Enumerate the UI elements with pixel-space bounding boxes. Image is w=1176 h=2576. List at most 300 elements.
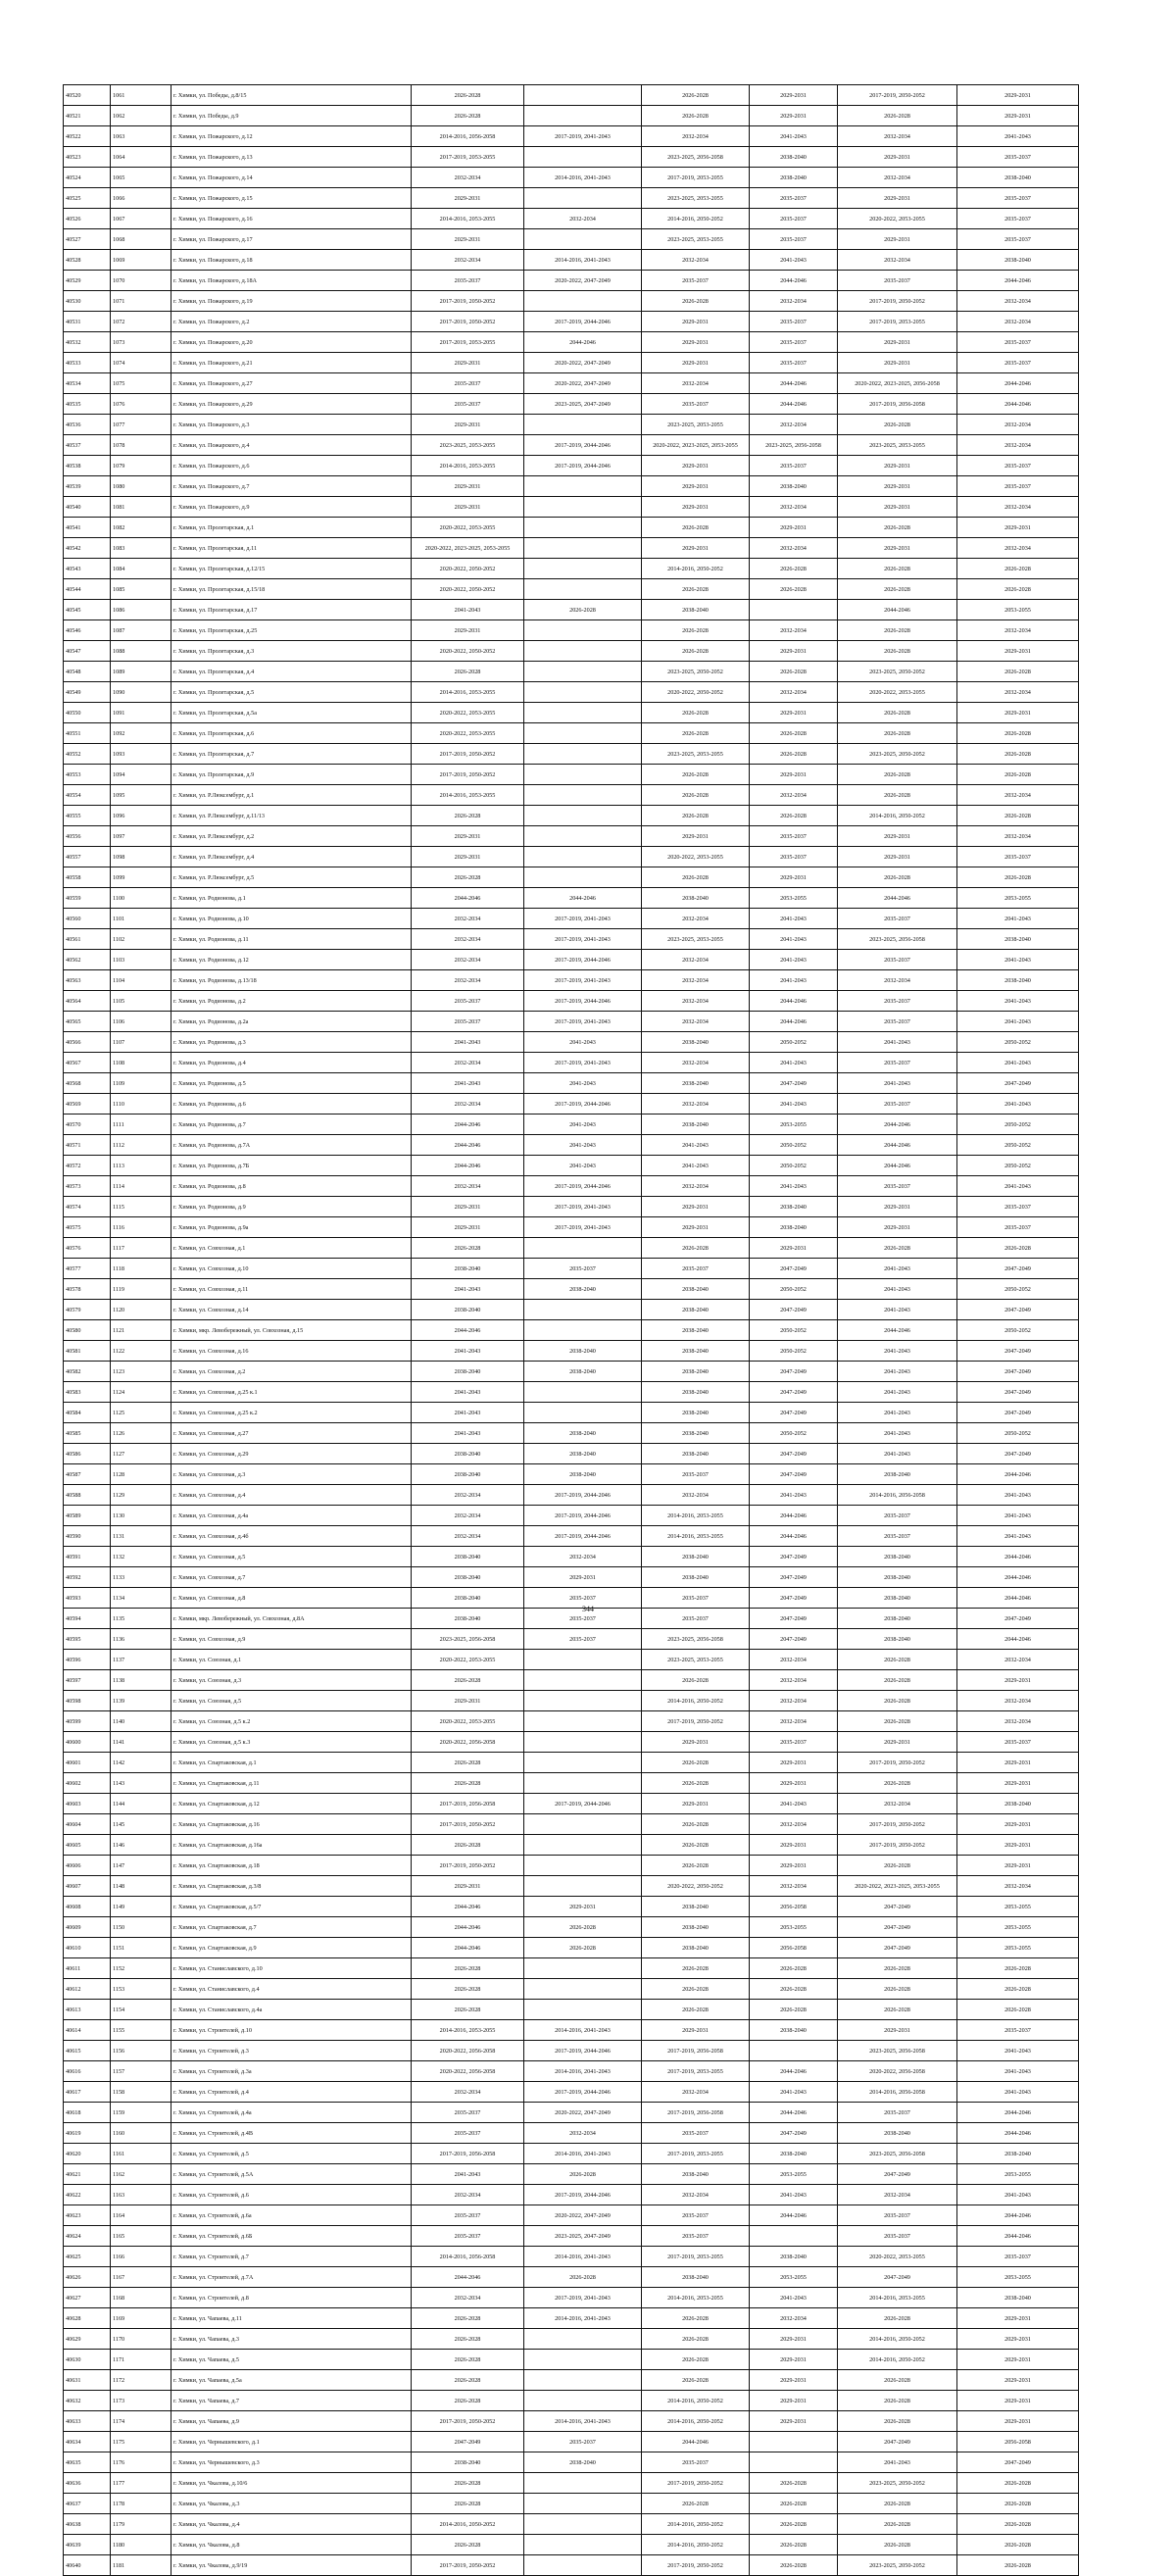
row-number-cell: 1158	[111, 2082, 172, 2103]
period-col-9-cell: 2038-2040	[957, 970, 1079, 991]
record-id-cell: 40551	[64, 723, 111, 744]
row-number-cell: 1071	[111, 291, 172, 312]
period-col-8-cell: 2014-2016, 2050-2052	[838, 806, 957, 826]
table-row	[64, 518, 1079, 538]
row-number-cell: 1069	[111, 250, 172, 271]
table-row	[64, 1506, 1079, 1526]
period-col-5-cell	[524, 2514, 642, 2535]
address-cell: г. Химки, ул. Родионова, д.1	[172, 888, 412, 909]
address-cell: г. Химки, ул. Чернышевского, д.1	[172, 2432, 412, 2452]
period-col-7-cell: 2032-2034	[750, 538, 838, 559]
period-col-6-cell: 2035-2037	[642, 1464, 750, 1485]
period-col-8-cell: 2032-2034	[838, 126, 957, 147]
address-cell: г. Химки, ул. Строителей, д.7	[172, 2247, 412, 2267]
table-row	[64, 538, 1079, 559]
period-col-7-cell: 2056-2058	[750, 1938, 838, 1958]
period-col-8-cell: 2029-2031	[838, 353, 957, 373]
period-col-4-cell: 2026-2028	[412, 867, 524, 888]
period-col-6-cell: 2026-2028	[642, 2329, 750, 2350]
address-cell: г. Химки, мкр. Левобережный, ул. Совхозная, д.15	[172, 1320, 412, 1341]
period-col-7-cell: 2032-2034	[750, 291, 838, 312]
period-col-8-cell: 2026-2028	[838, 1238, 957, 1259]
period-col-6-cell: 2014-2016, 2053-2055	[642, 1506, 750, 1526]
period-col-6-cell: 2020-2022, 2050-2052	[642, 1876, 750, 1897]
period-col-8-cell: 2017-2019, 2056-2058	[838, 394, 957, 415]
table-row	[64, 1773, 1079, 1794]
period-col-8-cell: 2035-2037	[838, 1506, 957, 1526]
period-col-6-cell: 2038-2040	[642, 1279, 750, 1300]
record-id-cell: 40533	[64, 353, 111, 373]
record-id-cell: 40629	[64, 2329, 111, 2350]
period-col-7-cell: 2044-2046	[750, 991, 838, 1012]
period-col-9-cell: 2035-2037	[957, 188, 1079, 209]
address-cell: г. Химки, ул. Строителей, д.6	[172, 2185, 412, 2205]
table-row	[64, 2432, 1079, 2452]
period-col-7-cell: 2053-2055	[750, 2267, 838, 2288]
period-col-8-cell: 2029-2031	[838, 229, 957, 250]
table-row	[64, 2185, 1079, 2205]
period-col-6-cell: 2017-2019, 2056-2058	[642, 2103, 750, 2123]
record-id-cell: 40634	[64, 2432, 111, 2452]
period-col-9-cell: 2032-2034	[957, 682, 1079, 703]
record-id-cell: 40607	[64, 1876, 111, 1897]
period-col-4-cell: 2032-2034	[412, 1176, 524, 1197]
period-col-8-cell: 2029-2031	[838, 2020, 957, 2041]
period-col-9-cell: 2032-2034	[957, 785, 1079, 806]
row-number-cell: 1106	[111, 1012, 172, 1032]
period-col-5-cell: 2017-2019, 2044-2046	[524, 1794, 642, 1814]
period-col-8-cell: 2035-2037	[838, 2226, 957, 2247]
period-col-4-cell: 2032-2034	[412, 250, 524, 271]
record-id-cell: 40555	[64, 806, 111, 826]
period-col-6-cell: 2038-2040	[642, 1300, 750, 1320]
period-col-9-cell: 2035-2037	[957, 147, 1079, 168]
row-number-cell: 1136	[111, 1629, 172, 1650]
period-col-6-cell: 2032-2034	[642, 909, 750, 929]
period-col-5-cell: 2026-2028	[524, 600, 642, 620]
period-col-7-cell	[750, 2452, 838, 2473]
address-cell: г. Химки, ул. Пролетарская, д.9	[172, 765, 412, 785]
period-col-7-cell: 2032-2034	[750, 1691, 838, 1711]
table-row	[64, 2411, 1079, 2432]
row-number-cell: 1076	[111, 394, 172, 415]
period-col-9-cell: 2038-2040	[957, 929, 1079, 950]
period-col-5-cell	[524, 1403, 642, 1423]
address-cell: г. Химки, ул. Спартаковская, д.12	[172, 1794, 412, 1814]
period-col-6-cell: 2038-2040	[642, 1547, 750, 1567]
address-cell: г. Химки, ул. Союзная, д.1	[172, 1650, 412, 1670]
row-number-cell: 1084	[111, 559, 172, 579]
row-number-cell: 1170	[111, 2329, 172, 2350]
period-col-8-cell: 2032-2034	[838, 1794, 957, 1814]
period-col-7-cell: 2044-2046	[750, 1506, 838, 1526]
period-col-9-cell: 2032-2034	[957, 1876, 1079, 1897]
address-cell: г. Химки, ул. Пролетарская, д.3	[172, 641, 412, 662]
period-col-9-cell: 2050-2052	[957, 1156, 1079, 1176]
address-cell: г. Химки, ул. Родионова, д.4	[172, 1053, 412, 1073]
period-col-5-cell	[524, 785, 642, 806]
period-col-5-cell	[524, 1691, 642, 1711]
period-col-7-cell: 2029-2031	[750, 2411, 838, 2432]
row-number-cell: 1181	[111, 2555, 172, 2576]
period-col-4-cell: 2029-2031	[412, 497, 524, 518]
address-cell: г. Химки, ул. Родионова, д.8	[172, 1176, 412, 1197]
period-col-5-cell: 2020-2022, 2047-2049	[524, 353, 642, 373]
period-col-7-cell: 2050-2052	[750, 1279, 838, 1300]
period-col-9-cell: 2035-2037	[957, 332, 1079, 353]
table-row	[64, 1670, 1079, 1691]
record-id-cell: 40618	[64, 2103, 111, 2123]
table-row	[64, 435, 1079, 456]
period-col-4-cell: 2032-2034	[412, 2288, 524, 2308]
period-col-7-cell: 2035-2037	[750, 188, 838, 209]
period-col-4-cell: 2014-2016, 2053-2055	[412, 209, 524, 229]
period-col-8-cell: 2035-2037	[838, 1526, 957, 1547]
row-number-cell: 1165	[111, 2226, 172, 2247]
row-number-cell: 1140	[111, 1711, 172, 1732]
period-col-5-cell	[524, 2329, 642, 2350]
address-cell: г. Химки, ул. Пролетарская, д.15/18	[172, 579, 412, 600]
period-col-8-cell: 2035-2037	[838, 1094, 957, 1115]
row-number-cell: 1108	[111, 1053, 172, 1073]
table-row	[64, 85, 1079, 106]
address-cell: г. Химки, ул. Совхозная, д.8	[172, 1588, 412, 1609]
row-number-cell: 1150	[111, 1917, 172, 1938]
period-col-4-cell: 2035-2037	[412, 394, 524, 415]
period-col-6-cell: 2029-2031	[642, 826, 750, 847]
period-col-5-cell	[524, 147, 642, 168]
record-id-cell: 40614	[64, 2020, 111, 2041]
period-col-6-cell: 2032-2034	[642, 2082, 750, 2103]
period-col-8-cell: 2020-2022, 2056-2058	[838, 2061, 957, 2082]
address-cell: г. Химки, ул. Чапаева, д.7	[172, 2391, 412, 2411]
period-col-6-cell: 2023-2025, 2053-2055	[642, 229, 750, 250]
period-col-8-cell: 2026-2028	[838, 765, 957, 785]
period-col-7-cell: 2029-2031	[750, 1238, 838, 1259]
table-row	[64, 2473, 1079, 2494]
period-col-4-cell: 2026-2028	[412, 1958, 524, 1979]
row-number-cell: 1124	[111, 1382, 172, 1403]
period-col-4-cell: 2026-2028	[412, 1979, 524, 2000]
period-col-8-cell: 2017-2019, 2050-2052	[838, 1835, 957, 1856]
period-col-9-cell: 2047-2049	[957, 1403, 1079, 1423]
period-col-4-cell: 2029-2031	[412, 1691, 524, 1711]
address-cell: г. Химки, ул. Пролетарская, д.4	[172, 662, 412, 682]
period-col-4-cell: 2017-2019, 2053-2055	[412, 332, 524, 353]
period-col-6-cell: 2026-2028	[642, 1773, 750, 1794]
row-number-cell: 1083	[111, 538, 172, 559]
period-col-8-cell: 2029-2031	[838, 332, 957, 353]
address-cell: г. Химки, ул. Станиславского, д.4	[172, 1979, 412, 2000]
period-col-8-cell: 2035-2037	[838, 950, 957, 970]
table-row	[64, 682, 1079, 703]
record-id-cell: 40529	[64, 271, 111, 291]
period-col-4-cell: 2032-2034	[412, 1053, 524, 1073]
period-col-9-cell: 2026-2028	[957, 1958, 1079, 1979]
address-cell: г. Химки, ул. Совхозная, д.2	[172, 1362, 412, 1382]
record-id-cell: 40575	[64, 1217, 111, 1238]
table-row	[64, 950, 1079, 970]
period-col-6-cell: 2017-2019, 2053-2055	[642, 168, 750, 188]
record-id-cell: 40539	[64, 476, 111, 497]
period-col-5-cell: 2023-2025, 2047-2049	[524, 394, 642, 415]
period-col-8-cell: 2041-2043	[838, 1300, 957, 1320]
row-number-cell: 1132	[111, 1547, 172, 1567]
period-col-6-cell: 2032-2034	[642, 126, 750, 147]
period-col-6-cell: 2023-2025, 2056-2058	[642, 1629, 750, 1650]
period-col-5-cell: 2026-2028	[524, 1917, 642, 1938]
record-id-cell: 40573	[64, 1176, 111, 1197]
period-col-9-cell: 2047-2049	[957, 1341, 1079, 1362]
period-col-4-cell: 2044-2046	[412, 1897, 524, 1917]
period-col-7-cell: 2050-2052	[750, 1320, 838, 1341]
period-col-5-cell: 2017-2019, 2041-2043	[524, 970, 642, 991]
period-col-4-cell: 2044-2046	[412, 1115, 524, 1135]
row-number-cell: 1081	[111, 497, 172, 518]
period-col-4-cell: 2032-2034	[412, 1506, 524, 1526]
period-col-6-cell: 2023-2025, 2053-2055	[642, 188, 750, 209]
period-col-9-cell: 2026-2028	[957, 2555, 1079, 2576]
period-col-5-cell: 2020-2022, 2047-2049	[524, 271, 642, 291]
period-col-7-cell: 2047-2049	[750, 1444, 838, 1464]
address-cell: г. Химки, ул. Совхозная, д.4	[172, 1485, 412, 1506]
row-number-cell: 1174	[111, 2411, 172, 2432]
period-col-8-cell: 2029-2031	[838, 1217, 957, 1238]
period-col-4-cell: 2044-2046	[412, 1320, 524, 1341]
period-col-7-cell: 2038-2040	[750, 2144, 838, 2164]
table-row	[64, 2494, 1079, 2514]
period-col-7-cell: 2029-2031	[750, 1773, 838, 1794]
address-cell: г. Химки, ул. Р.Люксембург, д.4	[172, 847, 412, 867]
period-col-4-cell: 2017-2019, 2050-2052	[412, 2411, 524, 2432]
period-col-5-cell	[524, 744, 642, 765]
period-col-7-cell: 2026-2028	[750, 2473, 838, 2494]
period-col-7-cell: 2041-2043	[750, 126, 838, 147]
period-col-7-cell: 2047-2049	[750, 1259, 838, 1279]
row-number-cell: 1128	[111, 1464, 172, 1485]
record-id-cell: 40636	[64, 2473, 111, 2494]
address-cell: г. Химки, ул. Строителей, д.3а	[172, 2061, 412, 2082]
period-col-6-cell: 2014-2016, 2050-2052	[642, 2391, 750, 2411]
period-col-8-cell: 2029-2031	[838, 1732, 957, 1753]
table-row	[64, 847, 1079, 867]
page-number: 344	[582, 1605, 594, 1613]
period-col-9-cell: 2041-2043	[957, 909, 1079, 929]
period-col-4-cell: 2020-2022, 2053-2055	[412, 703, 524, 723]
period-col-4-cell: 2029-2031	[412, 1197, 524, 1217]
period-col-8-cell: 2035-2037	[838, 271, 957, 291]
period-col-4-cell: 2044-2046	[412, 1156, 524, 1176]
address-cell: г. Химки, ул. Совхозная, д.3	[172, 1464, 412, 1485]
period-col-7-cell	[750, 2432, 838, 2452]
period-col-4-cell: 2035-2037	[412, 1012, 524, 1032]
address-cell: г. Химки, ул. Родионова, д.10	[172, 909, 412, 929]
record-id-cell: 40591	[64, 1547, 111, 1567]
table-row	[64, 559, 1079, 579]
period-col-6-cell: 2026-2028	[642, 785, 750, 806]
period-col-4-cell: 2020-2022, 2056-2058	[412, 2061, 524, 2082]
period-col-5-cell: 2023-2025, 2047-2049	[524, 2226, 642, 2247]
address-cell: г. Химки, ул. Пожарского, д.12	[172, 126, 412, 147]
period-col-4-cell: 2029-2031	[412, 1876, 524, 1897]
period-col-4-cell: 2038-2040	[412, 1300, 524, 1320]
record-id-cell: 40544	[64, 579, 111, 600]
table-row	[64, 1753, 1079, 1773]
period-col-9-cell: 2050-2052	[957, 1032, 1079, 1053]
period-col-6-cell: 2038-2040	[642, 888, 750, 909]
period-col-5-cell: 2044-2046	[524, 332, 642, 353]
row-number-cell: 1097	[111, 826, 172, 847]
record-id-cell: 40630	[64, 2350, 111, 2370]
period-col-4-cell: 2032-2034	[412, 1094, 524, 1115]
period-col-7-cell: 2041-2043	[750, 2288, 838, 2308]
period-col-4-cell: 2032-2034	[412, 2185, 524, 2205]
period-col-4-cell: 2020-2022, 2050-2052	[412, 641, 524, 662]
record-id-cell: 40557	[64, 847, 111, 867]
period-col-4-cell: 2017-2019, 2050-2052	[412, 744, 524, 765]
period-col-4-cell: 2026-2028	[412, 106, 524, 126]
period-col-6-cell: 2038-2040	[642, 1320, 750, 1341]
period-col-8-cell: 2026-2028	[838, 1856, 957, 1876]
record-id-cell: 40574	[64, 1197, 111, 1217]
period-col-7-cell: 2047-2049	[750, 1464, 838, 1485]
record-id-cell: 40608	[64, 1897, 111, 1917]
period-col-6-cell: 2023-2025, 2050-2052	[642, 662, 750, 682]
row-number-cell: 1160	[111, 2123, 172, 2144]
period-col-5-cell	[524, 723, 642, 744]
period-col-5-cell: 2017-2019, 2044-2046	[524, 1526, 642, 1547]
address-cell: г. Химки, ул. Родионова, д.7	[172, 1115, 412, 1135]
period-col-8-cell: 2044-2046	[838, 888, 957, 909]
period-col-6-cell: 2014-2016, 2050-2052	[642, 559, 750, 579]
period-col-6-cell: 2041-2043	[642, 1135, 750, 1156]
period-col-4-cell: 2029-2031	[412, 188, 524, 209]
row-number-cell: 1133	[111, 1567, 172, 1588]
period-col-6-cell: 2026-2028	[642, 2494, 750, 2514]
period-col-5-cell: 2035-2037	[524, 1588, 642, 1609]
period-col-6-cell: 2014-2016, 2053-2055	[642, 1526, 750, 1547]
period-col-6-cell: 2035-2037	[642, 2205, 750, 2226]
record-id-cell: 40592	[64, 1567, 111, 1588]
period-col-8-cell: 2047-2049	[838, 1917, 957, 1938]
period-col-7-cell: 2032-2034	[750, 497, 838, 518]
period-col-4-cell: 2032-2034	[412, 1485, 524, 1506]
row-number-cell: 1092	[111, 723, 172, 744]
period-col-9-cell: 2029-2031	[957, 2370, 1079, 2391]
period-col-9-cell: 2044-2046	[957, 2226, 1079, 2247]
address-cell: г. Химки, ул. Чапаева, д.3	[172, 2329, 412, 2350]
period-col-4-cell: 2017-2019, 2050-2052	[412, 312, 524, 332]
period-col-9-cell: 2041-2043	[957, 1485, 1079, 1506]
period-col-5-cell: 2017-2019, 2041-2043	[524, 1197, 642, 1217]
period-col-7-cell: 2032-2034	[750, 682, 838, 703]
period-col-6-cell: 2035-2037	[642, 2226, 750, 2247]
period-col-5-cell: 2017-2019, 2044-2046	[524, 2082, 642, 2103]
row-number-cell: 1114	[111, 1176, 172, 1197]
period-col-9-cell: 2047-2049	[957, 1259, 1079, 1279]
record-id-cell: 40615	[64, 2041, 111, 2061]
period-col-6-cell: 2026-2028	[642, 1238, 750, 1259]
row-number-cell: 1173	[111, 2391, 172, 2411]
row-number-cell: 1161	[111, 2144, 172, 2164]
period-col-5-cell: 2017-2019, 2044-2046	[524, 312, 642, 332]
row-number-cell: 1104	[111, 970, 172, 991]
period-col-6-cell: 2026-2028	[642, 2000, 750, 2020]
period-col-4-cell: 2014-2016, 2056-2058	[412, 126, 524, 147]
row-number-cell: 1067	[111, 209, 172, 229]
period-col-5-cell	[524, 1835, 642, 1856]
period-col-8-cell: 2035-2037	[838, 1176, 957, 1197]
address-cell: г. Химки, ул. Родионова, д.2	[172, 991, 412, 1012]
period-col-9-cell: 2035-2037	[957, 1217, 1079, 1238]
period-col-4-cell: 2032-2034	[412, 909, 524, 929]
period-col-5-cell	[524, 2350, 642, 2370]
period-col-9-cell: 2053-2055	[957, 1938, 1079, 1958]
period-col-8-cell: 2026-2028	[838, 1691, 957, 1711]
period-col-5-cell: 2017-2019, 2041-2043	[524, 1217, 642, 1238]
row-number-cell: 1123	[111, 1362, 172, 1382]
period-col-6-cell: 2026-2028	[642, 106, 750, 126]
period-col-9-cell: 2026-2028	[957, 2000, 1079, 2020]
table-row	[64, 2061, 1079, 2082]
table-row	[64, 168, 1079, 188]
period-col-4-cell: 2026-2028	[412, 2350, 524, 2370]
period-col-8-cell: 2038-2040	[838, 1588, 957, 1609]
period-col-4-cell: 2017-2019, 2056-2058	[412, 1794, 524, 1814]
period-col-4-cell: 2020-2022, 2050-2052	[412, 579, 524, 600]
period-col-5-cell	[524, 1650, 642, 1670]
period-col-6-cell: 2023-2025, 2053-2055	[642, 415, 750, 435]
table-row	[64, 456, 1079, 476]
address-cell: г. Химки, ул. Строителей, д.4а	[172, 2103, 412, 2123]
period-col-4-cell: 2026-2028	[412, 2000, 524, 2020]
period-col-6-cell: 2038-2040	[642, 2267, 750, 2288]
period-col-8-cell: 2038-2040	[838, 1567, 957, 1588]
period-col-6-cell: 2038-2040	[642, 1073, 750, 1094]
period-col-5-cell	[524, 1238, 642, 1259]
period-col-4-cell: 2035-2037	[412, 2205, 524, 2226]
table-row	[64, 1464, 1079, 1485]
period-col-8-cell: 2044-2046	[838, 1320, 957, 1341]
period-col-9-cell: 2047-2049	[957, 1444, 1079, 1464]
row-number-cell: 1162	[111, 2164, 172, 2185]
period-col-7-cell: 2026-2028	[750, 2000, 838, 2020]
record-id-cell: 40605	[64, 1835, 111, 1856]
period-col-5-cell: 2041-2043	[524, 1115, 642, 1135]
row-number-cell: 1093	[111, 744, 172, 765]
row-number-cell: 1134	[111, 1588, 172, 1609]
table-row	[64, 2370, 1079, 2391]
period-col-9-cell: 2041-2043	[957, 2061, 1079, 2082]
period-col-8-cell: 2014-2016, 2056-2058	[838, 1485, 957, 1506]
period-col-8-cell: 2020-2022, 2023-2025, 2053-2055	[838, 1876, 957, 1897]
period-col-7-cell: 2026-2028	[750, 2514, 838, 2535]
period-col-4-cell: 2017-2019, 2050-2052	[412, 1856, 524, 1876]
period-col-7-cell: 2029-2031	[750, 1856, 838, 1876]
table-row	[64, 1814, 1079, 1835]
row-number-cell: 1063	[111, 126, 172, 147]
period-col-6-cell: 2020-2022, 2023-2025, 2053-2055	[642, 435, 750, 456]
period-col-6-cell: 2026-2028	[642, 1958, 750, 1979]
record-id-cell: 40627	[64, 2288, 111, 2308]
address-cell: г. Химки, ул. Строителей, д.4	[172, 2082, 412, 2103]
row-number-cell: 1151	[111, 1938, 172, 1958]
period-col-7-cell: 2041-2043	[750, 2185, 838, 2205]
row-number-cell: 1125	[111, 1403, 172, 1423]
address-cell: г. Химки, ул. Пожарского, д.3	[172, 415, 412, 435]
period-col-9-cell: 2035-2037	[957, 1732, 1079, 1753]
row-number-cell: 1075	[111, 373, 172, 394]
